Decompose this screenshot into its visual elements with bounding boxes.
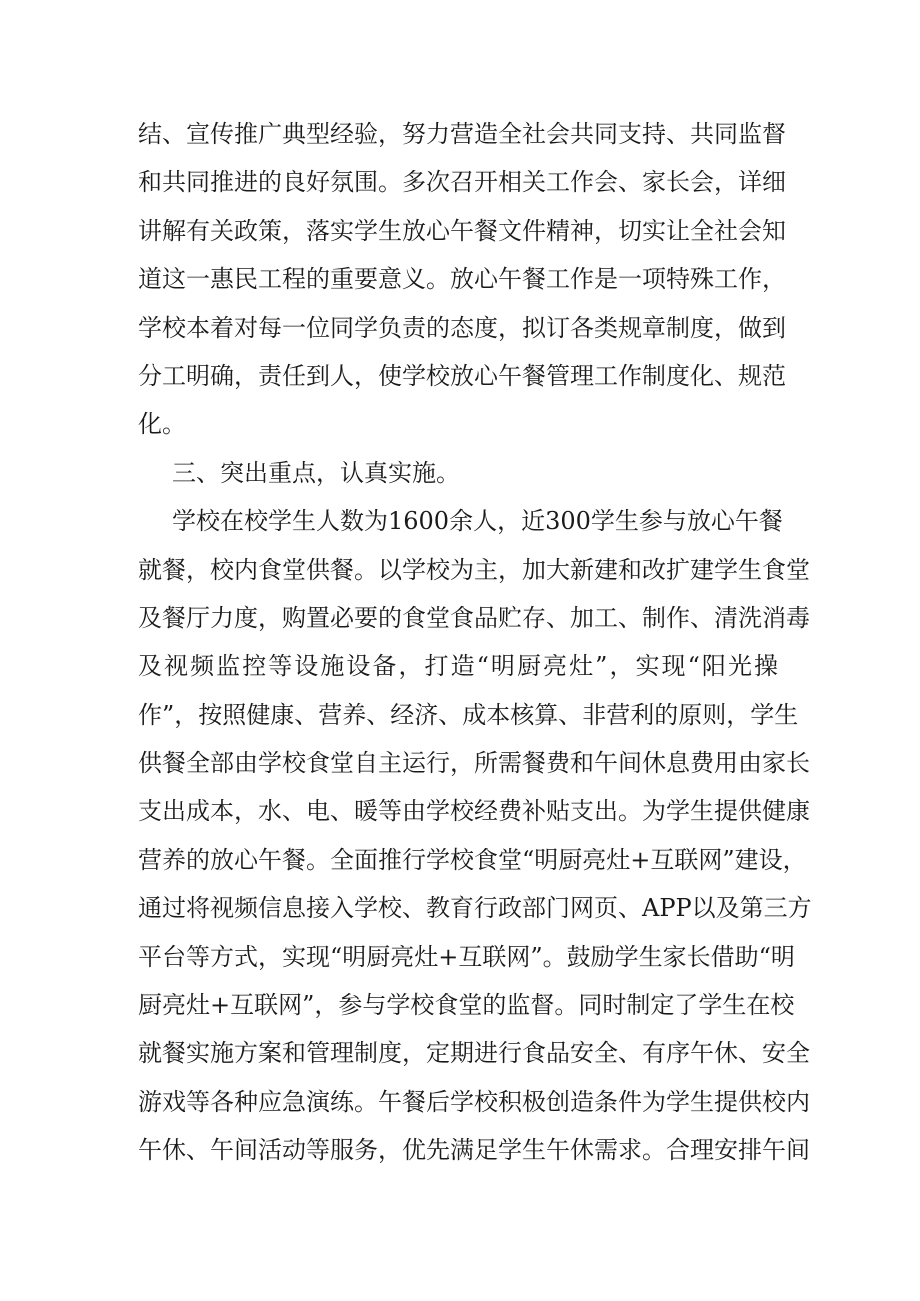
- text-line: 供餐全部由学校食堂自主运行，所需餐费和午间休息费用由家长: [138, 749, 810, 778]
- text-line: 就餐实施方案和管理制度，定期进行食品安全、有序午休、安全: [138, 1039, 810, 1068]
- text-line: 营养的放心午餐。全面推行学校食堂“明厨亮灶+互联网”建设，: [138, 845, 807, 874]
- body-text: [138, 110, 812, 1175]
- text-line: 支出成本，水、电、暖等由学校经费补贴支出。为学生提供健康: [138, 797, 810, 826]
- text-line: 化。: [138, 410, 186, 439]
- text-line: 学校本着对每一位同学负责的态度，拟订各类规章制度，做到: [138, 313, 786, 342]
- text-line: 道这一惠民工程的重要意义。放心午餐工作是一项特殊工作，: [138, 265, 786, 294]
- text-line: 讲解有关政策，落实学生放心午餐文件精神，切实让全社会知: [138, 216, 786, 245]
- section-heading: 三、突出重点，认真实施。: [172, 458, 460, 487]
- text-line: 作”，按照健康、营养、经济、成本核算、非营利的原则，学生: [138, 700, 799, 729]
- text-line: 和共同推进的良好氛围。多次召开相关工作会、家长会，详细: [138, 168, 786, 197]
- text-line: 结、宣传推广典型经验，努力营造全社会共同支持、共同监督: [138, 120, 786, 148]
- text-line: 厨亮灶+互联网”，参与学校食堂的监督。同时制定了学生在校: [138, 991, 795, 1020]
- text-line: 学校在校学生人数为1600余人，近300学生参与放心午餐: [172, 507, 783, 536]
- text-line: 通过将视频信息接入学校、教育行政部门网页、APP以及第三方: [138, 894, 812, 923]
- text-line: 午休、午间活动等服务，优先满足学生午休需求。合理安排午间: [138, 1136, 810, 1165]
- text-line: 就餐，校内食堂供餐。以学校为主，加大新建和改扩建学生食堂: [138, 555, 810, 584]
- text-line: 分工明确，责任到人，使学校放心午餐管理工作制度化、规范: [138, 361, 786, 390]
- text-line: 及视频监控等设施设备，打造“明厨亮灶”，实现“阳光操: [138, 652, 778, 681]
- text-line: 游戏等各种应急演练。午餐后学校积极创造条件为学生提供校内: [138, 1087, 810, 1116]
- text-line: 及餐厅力度，购置必要的食堂食品贮存、加工、制作、清洗消毒: [138, 603, 810, 632]
- text-line: 平台等方式，实现“明厨亮灶+互联网”。鼓励学生家长借助“明: [138, 942, 795, 971]
